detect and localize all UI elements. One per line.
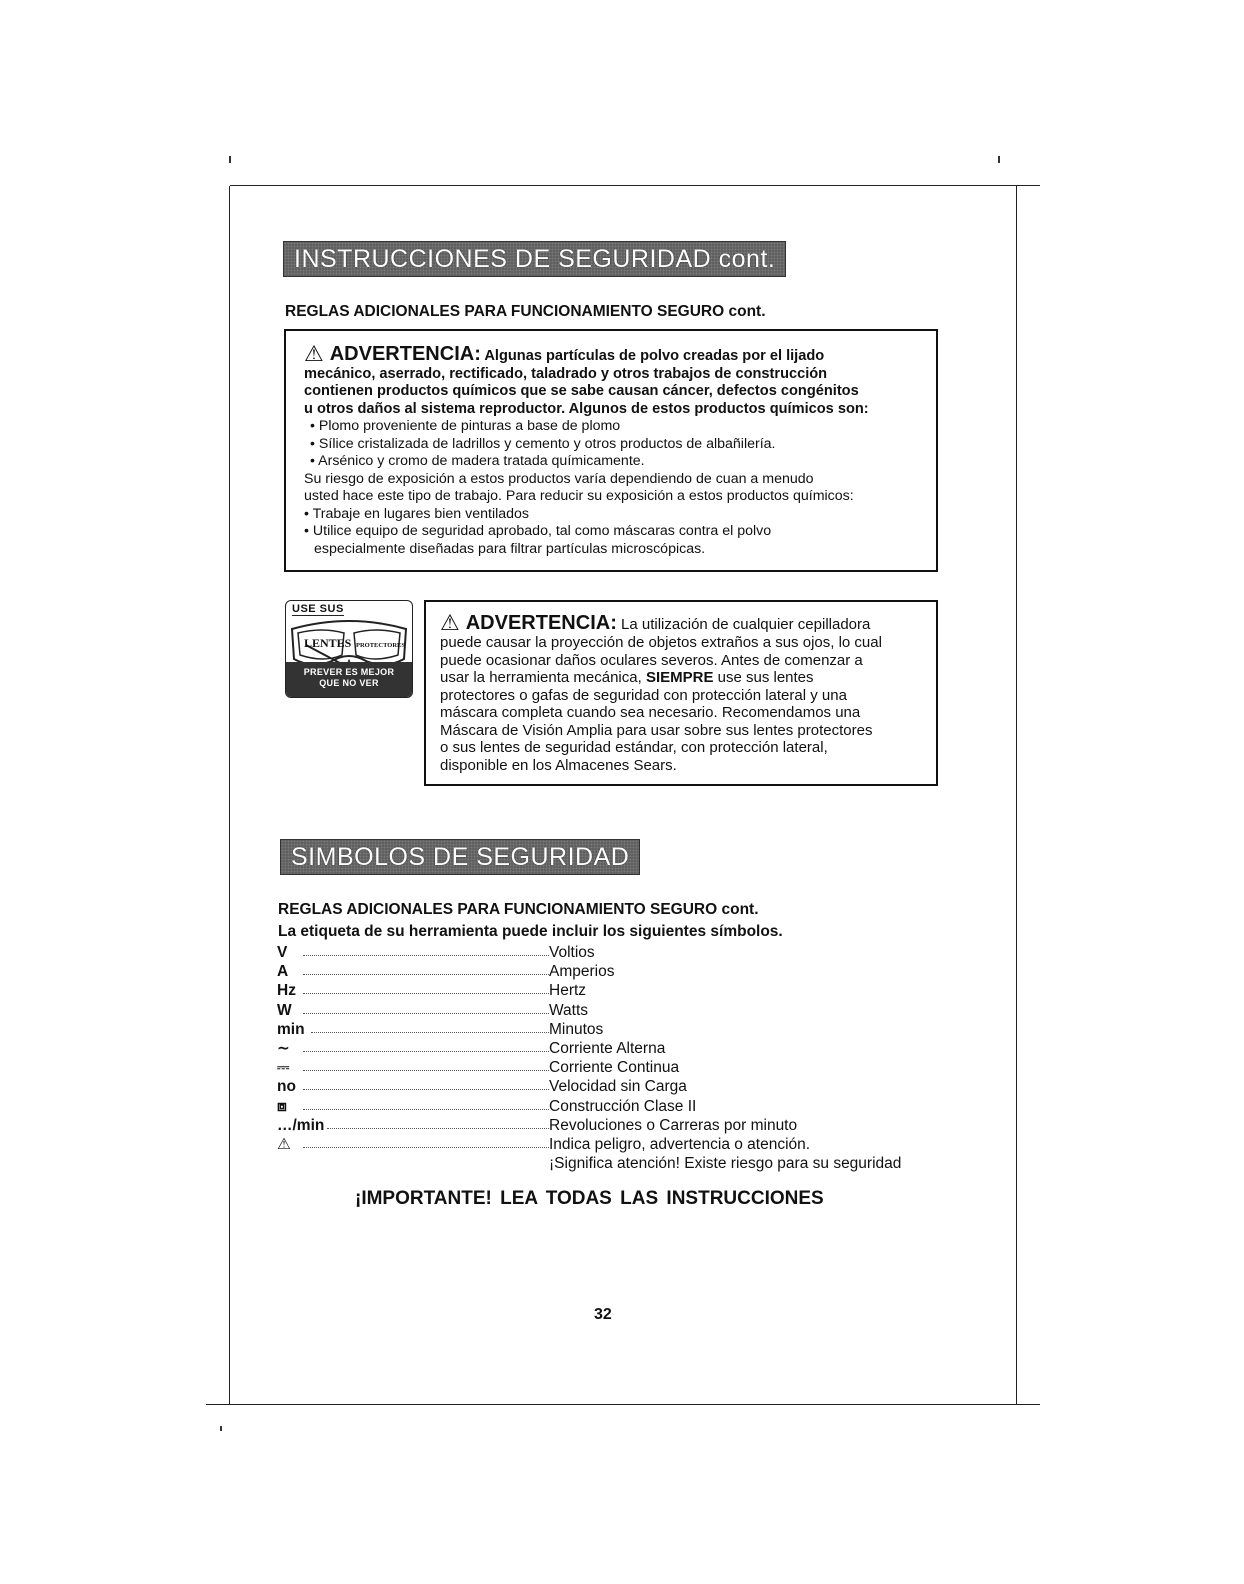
warning-text: puede causar la proyección de objetos extraños a sus ojos, lo cual bbox=[440, 634, 882, 651]
crop-mark bbox=[220, 1426, 222, 1431]
symbol-meaning: Velocidad sin Carga bbox=[549, 1078, 687, 1096]
symbol-row bbox=[277, 1135, 977, 1154]
frame-bottom-line bbox=[206, 1404, 1040, 1405]
warning-box-dust bbox=[284, 329, 938, 572]
section-banner-safety-symbols: SIMBOLOS DE SEGURIDAD bbox=[280, 839, 640, 875]
warning-text: usar la herramienta mecánica, SIEMPRE use sus lentes bbox=[440, 669, 814, 686]
symbol-key: Hz bbox=[277, 982, 296, 1000]
crop-mark bbox=[998, 156, 1000, 163]
warning-text: máscara completa cuando sea necesario. Recomendamos una bbox=[440, 704, 861, 721]
warning-text: La utilización de cualquier cepilladora bbox=[621, 616, 871, 633]
symbol-key: A bbox=[277, 963, 289, 981]
symbol-row bbox=[277, 1077, 977, 1096]
direct-current-icon: ⎓ bbox=[277, 1059, 290, 1077]
symbol-note-row bbox=[277, 1154, 977, 1173]
badge-slogan: PREVER ES MEJOR QUE NO VER bbox=[286, 662, 412, 697]
symbol-row bbox=[277, 1097, 977, 1116]
page-number: 32 bbox=[594, 1306, 612, 1323]
section-subheading: REGLAS ADICIONALES PARA FUNCIONAMIENTO SEGURO cont. bbox=[278, 901, 759, 918]
hazard-list-item: • Plomo proveniente de pinturas a base de plomo bbox=[310, 418, 621, 434]
symbol-meaning: Watts bbox=[549, 1001, 589, 1019]
symbol-row bbox=[277, 962, 977, 981]
warning-title: ⚠ ADVERTENCIA: bbox=[440, 610, 617, 635]
warning-text: o sus lentes de seguridad estándar, con protección lateral, bbox=[440, 739, 828, 756]
warning-text: usted hace este tipo de trabajo. Para reducir su exposición a estos productos químicos: bbox=[304, 488, 854, 504]
symbol-row bbox=[277, 1058, 977, 1077]
symbols-list bbox=[277, 943, 977, 1173]
warning-text: Máscara de Visión Amplia para usar sobre sus lentes protectores bbox=[440, 721, 873, 739]
section-subheading: REGLAS ADICIONALES PARA FUNCIONAMIENTO SEGURO cont. bbox=[285, 303, 766, 320]
warning-text: contienen productos químicos que se sabe causan cáncer, defectos congénitos bbox=[304, 383, 859, 399]
symbol-row bbox=[277, 1020, 977, 1039]
warning-triangle-icon: ⚠ bbox=[304, 341, 324, 366]
warning-text: puede ocasionar daños oculares severos. Antes de comenzar a bbox=[440, 651, 863, 669]
alternating-current-icon: ∼ bbox=[277, 1039, 290, 1057]
important-notice: ¡IMPORTANTE! LEA TODAS LAS INSTRUCCIONES bbox=[355, 1188, 824, 1209]
emphasis-always: SIEMPRE bbox=[645, 669, 714, 686]
symbol-meaning: Indica peligro, advertencia o atención. bbox=[549, 1135, 811, 1153]
symbol-row bbox=[277, 1001, 977, 1020]
section-banner-safety-instructions: INSTRUCCIONES DE SEGURIDAD cont. bbox=[283, 241, 786, 277]
crop-mark bbox=[229, 156, 231, 163]
badge-right-word: PROTECTORES bbox=[356, 642, 406, 649]
frame-top-line bbox=[230, 185, 1040, 186]
hazard-list-item: • Sílice cristalizada de ladrillos y cemento y otros productos de albañilería. bbox=[310, 435, 776, 452]
symbol-meaning: Construcción Clase II bbox=[549, 1097, 697, 1115]
symbol-key: no bbox=[277, 1078, 296, 1096]
symbol-meaning: Corriente Continua bbox=[549, 1059, 680, 1077]
symbol-key: W bbox=[277, 1001, 292, 1019]
warning-triangle-icon: ⚠ bbox=[277, 1135, 291, 1153]
precaution-list-item: • Utilice equipo de seguridad aprobado, tal como máscaras contra el polvo bbox=[304, 523, 772, 539]
warning-text: disponible en los Almacenes Sears. bbox=[440, 756, 677, 774]
warning-text: Algunas partículas de polvo creadas por el lijado bbox=[484, 348, 825, 364]
frame-left-line bbox=[229, 186, 230, 1404]
symbol-meaning: Voltios bbox=[549, 944, 595, 961]
badge-left-word: LENTES bbox=[304, 636, 352, 650]
warning-text: mecánico, aserrado, rectificado, taladrado y otros trabajos de construcción bbox=[304, 365, 828, 382]
badge-top-text: USE SUS bbox=[292, 603, 344, 615]
symbol-note: ¡Significa atención! Existe riesgo para su seguridad bbox=[549, 1155, 902, 1173]
symbol-meaning: Minutos bbox=[549, 1020, 604, 1038]
warning-title: ⚠ ADVERTENCIA: bbox=[304, 341, 481, 366]
symbol-key: …/min bbox=[277, 1116, 325, 1134]
symbol-meaning: Revoluciones o Carreras por minuto bbox=[549, 1116, 798, 1134]
symbol-meaning: Amperios bbox=[549, 963, 615, 981]
symbol-meaning: Hertz bbox=[549, 982, 587, 1000]
precaution-list-item: • Trabaje en lugares bien ventilados bbox=[304, 505, 530, 522]
warning-box-eye-protection bbox=[424, 600, 938, 786]
precaution-list-item: especialmente diseñadas para filtrar partículas microscópicas. bbox=[314, 540, 706, 557]
warning-triangle-icon: ⚠ bbox=[440, 610, 460, 635]
symbol-row bbox=[277, 981, 977, 1000]
symbol-meaning: Corriente Alterna bbox=[549, 1039, 666, 1057]
hazard-list-item: • Arsénico y cromo de madera tratada químicamente. bbox=[310, 453, 645, 469]
symbol-row bbox=[277, 1116, 977, 1135]
symbols-intro: La etiqueta de su herramienta puede incluir los siguientes símbolos. bbox=[278, 923, 783, 940]
warning-text: protectores o gafas de seguridad con protección lateral y una bbox=[440, 686, 847, 704]
class-ii-construction-icon: ⧈ bbox=[277, 1097, 287, 1115]
symbol-key: min bbox=[277, 1020, 305, 1038]
symbol-row bbox=[277, 1039, 977, 1058]
warning-text: Su riesgo de exposición a estos productos varía dependiendo de cuan a menudo bbox=[304, 470, 814, 487]
symbol-key: V bbox=[277, 944, 288, 961]
safety-glasses-badge bbox=[285, 600, 413, 698]
warning-text: u otros daños al sistema reproductor. Algunos de estos productos químicos son: bbox=[304, 400, 869, 417]
symbol-row bbox=[277, 943, 977, 962]
frame-right-line bbox=[1016, 186, 1017, 1404]
